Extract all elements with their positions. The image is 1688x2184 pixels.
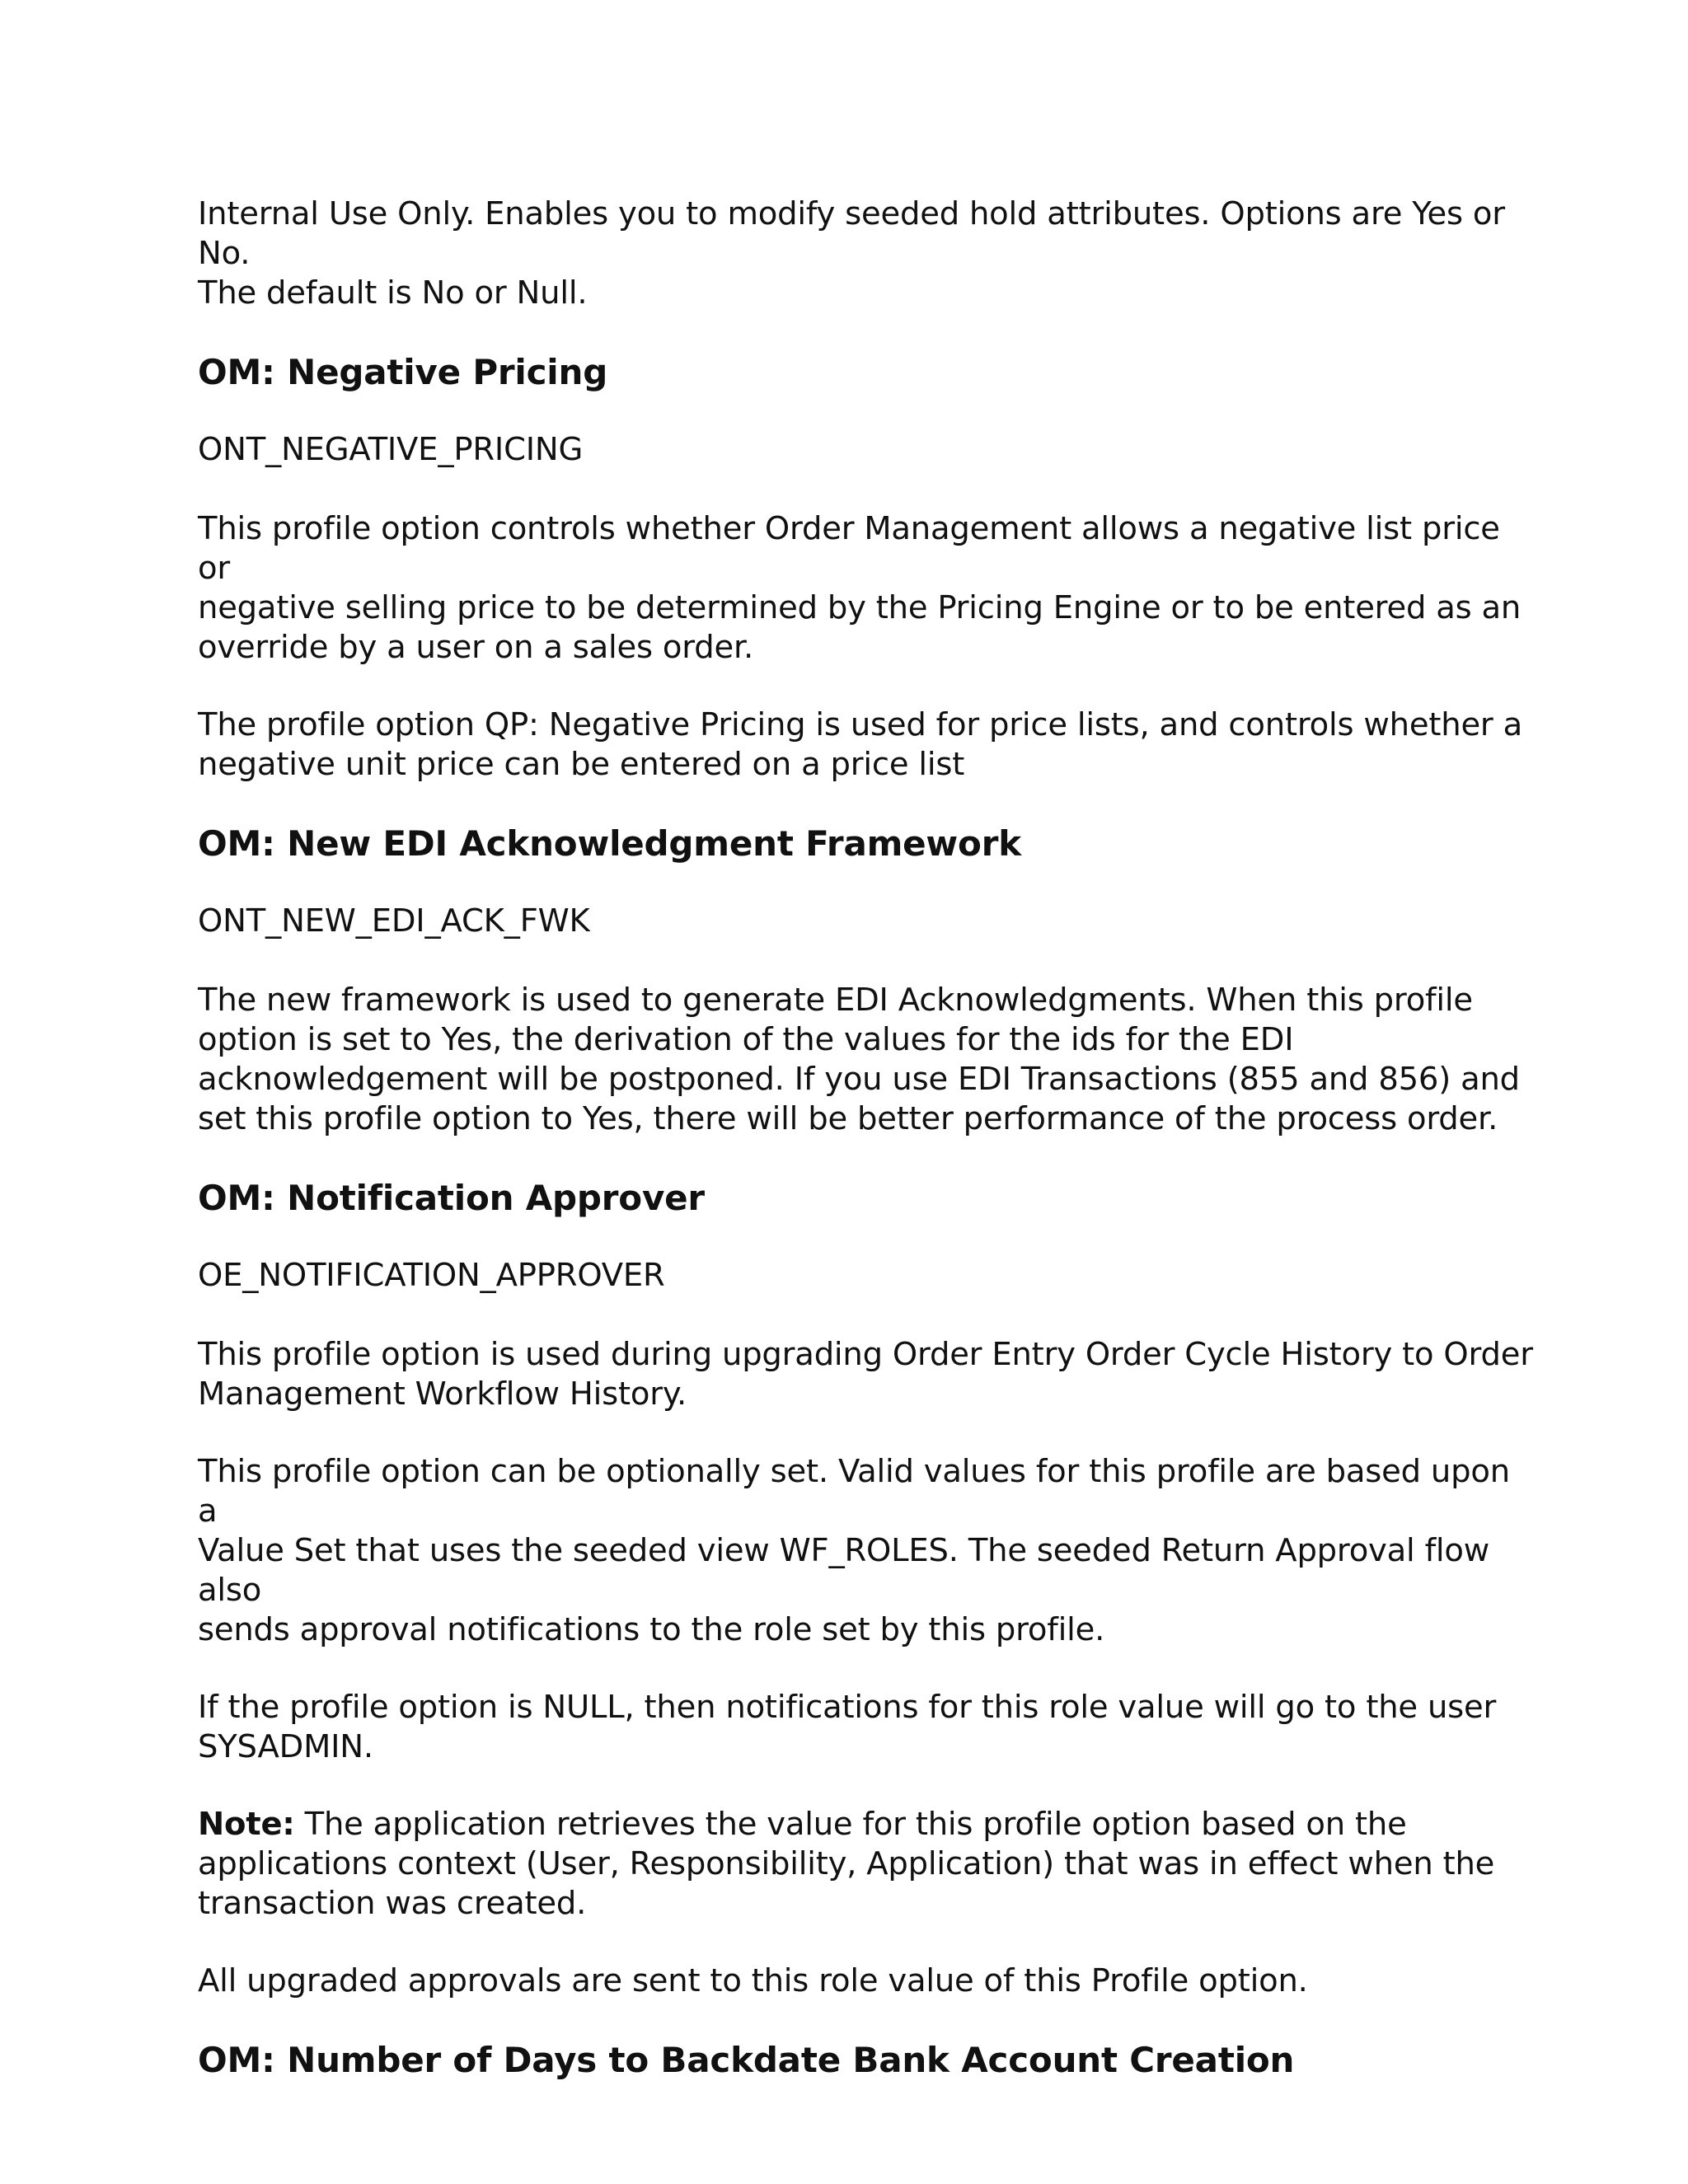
profile-code-negative-pricing: ONT_NEGATIVE_PRICING (198, 431, 584, 468)
negative-pricing-paragraph-2: The profile option QP: Negative Pricing is used for price lists, and controls whether a negative unit price can be entered on a price list (198, 706, 1522, 783)
notification-approver-paragraph-2: This profile option can be optionally set. Valid values for this profile are based upon a Value Set that uses the seeded view WF_ROLES. The seeded Return Approval flow also sends approval notifications to the role set by this profile. (198, 1453, 1510, 1648)
negative-pricing-paragraph-1: This profile option controls whether Order Management allows a negative list price or negative selling price to be determined by the Pricing Engine or to be entered as an override by a user on a sales order. (198, 510, 1522, 666)
section-title-backdate-bank: OM: Number of Days to Backdate Bank Account Creation (198, 2040, 1295, 2080)
document-page (198, 194, 1533, 2118)
note-label: Note: (198, 1806, 295, 1843)
note-text: The application retrieves the value for this profile option based on the applications context (User, Responsibility, Application) that was in effect when the transaction was created. (198, 1806, 1495, 1922)
notification-approver-paragraph-3: If the profile option is NULL, then notifications for this role value will go to the user SYSADMIN. (198, 1689, 1497, 1765)
notification-approver-paragraph-4: All upgraded approvals are sent to this role value of this Profile option. (198, 1962, 1308, 1999)
profile-code-notification-approver: OE_NOTIFICATION_APPROVER (198, 1257, 665, 1294)
section-title-edi-ack: OM: New EDI Acknowledgment Framework (198, 823, 1021, 864)
section-title-negative-pricing: OM: Negative Pricing (198, 352, 608, 392)
intro-paragraph: Internal Use Only. Enables you to modify seeded hold attributes. Options are Yes or No. The default is No or Null. (198, 195, 1505, 312)
note-paragraph (198, 1805, 1533, 1924)
section-title-notification-approver: OM: Notification Approver (198, 1178, 705, 1218)
profile-code-edi-ack: ONT_NEW_EDI_ACK_FWK (198, 902, 590, 940)
edi-ack-paragraph-1: The new framework is used to generate EDI Acknowledgments. When this profile option is set to Yes, the derivation of the values for the ids for the EDI acknowledgement will be postponed. If you use EDI Transactions (855 and 856) and set this profile option to Yes, there will be better performance of the process order. (198, 982, 1520, 1137)
notification-approver-paragraph-1: This profile option is used during upgrading Order Entry Order Cycle History to Order Management Workflow History. (198, 1336, 1533, 1413)
